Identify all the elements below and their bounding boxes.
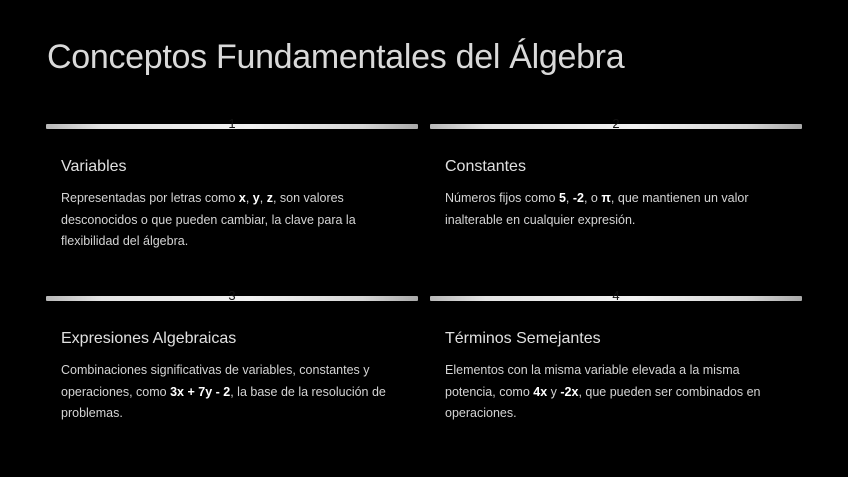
card-title: Términos Semejantes	[445, 330, 601, 347]
card-title: Expresiones Algebraicas	[61, 330, 237, 347]
highlighted-term: -2	[572, 191, 584, 205]
highlighted-term: π	[601, 191, 611, 205]
text-run: , o	[583, 191, 602, 205]
text-run: , que mantienen un valor inalterable en cualquier expresión.	[445, 191, 749, 227]
card-description	[445, 188, 790, 231]
text-run: ,	[245, 191, 253, 205]
highlighted-term: 5	[558, 191, 566, 205]
card-description	[61, 188, 406, 253]
card-title: Constantes	[445, 158, 526, 175]
text-run: , que pueden ser combinados en operaciones.	[445, 384, 761, 420]
text-run: Números fijos como	[445, 191, 559, 205]
concept-card-terminos	[430, 288, 802, 456]
card-number: 2	[612, 116, 620, 131]
text-run: , son valores desconocidos o que pueden cambiar, la clave para la flexibilidad del álgebra.	[61, 191, 356, 248]
card-description	[445, 360, 790, 425]
highlighted-term: x	[238, 191, 246, 205]
text-run: Elementos con la misma variable elevada a la misma potencia, como	[445, 363, 740, 399]
concept-card-variables	[46, 116, 418, 284]
card-description	[61, 360, 406, 425]
concept-card-expresiones	[46, 288, 418, 456]
card-number: 3	[228, 288, 236, 303]
card-title: Variables	[61, 158, 127, 175]
text-run: Combinaciones significativas de variables, constantes y operaciones, como	[61, 363, 370, 399]
highlighted-term: z	[266, 191, 273, 205]
text-run: ,	[259, 191, 267, 205]
highlighted-term: 3x + 7y - 2	[170, 384, 231, 399]
text-run: , la base de la resolución de problemas.	[61, 384, 386, 420]
page-title: Conceptos Fundamentales del Álgebra	[47, 38, 625, 76]
concept-card-constantes	[430, 116, 802, 284]
card-number: 4	[612, 288, 620, 303]
card-number: 1	[228, 116, 236, 131]
highlighted-term: -2x	[560, 384, 579, 399]
highlighted-term: y	[252, 191, 260, 205]
highlighted-term: 4x	[533, 384, 548, 399]
text-run: Representadas por letras como	[61, 191, 239, 205]
text-run: ,	[565, 191, 573, 205]
text-run: y	[547, 384, 561, 399]
